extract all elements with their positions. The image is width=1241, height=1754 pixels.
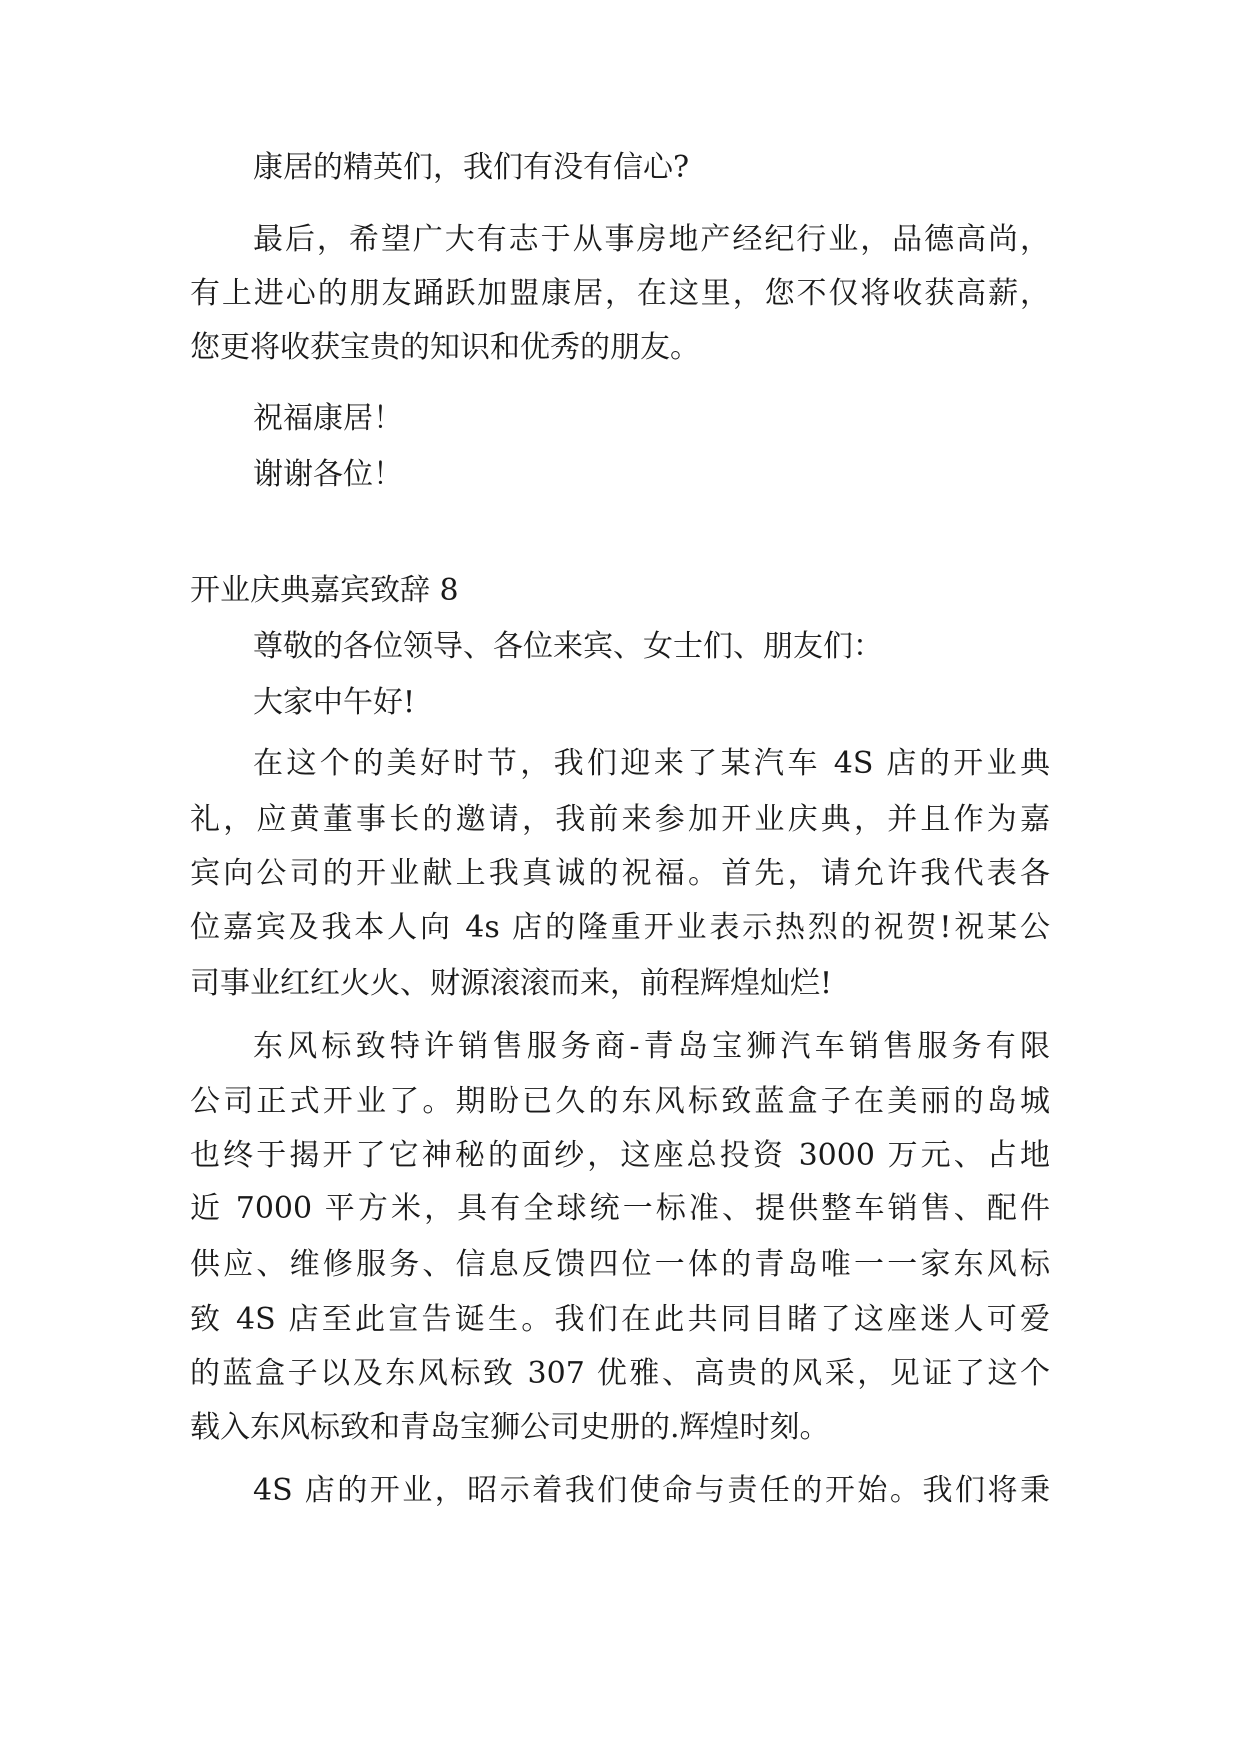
paragraph-line: 尊敬的各位领导、各位来宾、女士们、朋友们： [253, 629, 883, 664]
paragraph-line: 近 7000 平方米，具有全球统一标准、提供整车销售、配件 [190, 1191, 1050, 1226]
paragraph-line: 最后，希望广大有志于从事房地产经纪行业，品德高尚， [253, 222, 1050, 257]
paragraph-line: 在这个的美好时节，我们迎来了某汽车 4S 店的开业典 [253, 746, 1050, 781]
paragraph-line: 东风标致特许销售服务商-青岛宝狮汽车销售服务有限 [253, 1029, 1050, 1064]
paragraph-line: 宾向公司的开业献上我真诚的祝福。首先，请允许我代表各 [190, 856, 1050, 891]
paragraph-line: 康居的精英们，我们有没有信心? [253, 150, 690, 185]
paragraph-line: 司事业红红火火、财源滚滚而来，前程辉煌灿烂! [190, 966, 833, 1001]
paragraph-line: 您更将收获宝贵的知识和优秀的朋友。 [190, 330, 700, 365]
paragraph-line: 载入东风标致和青岛宝狮公司史册的.辉煌时刻。 [190, 1410, 830, 1445]
paragraph-line: 祝福康居！ [253, 401, 403, 436]
section-title: 开业庆典嘉宾致辞 8 [190, 573, 459, 608]
paragraph-line: 4S 店的开业，昭示着我们使命与责任的开始。我们将秉 [253, 1473, 1050, 1508]
paragraph-line: 大家中午好! [253, 685, 416, 720]
paragraph-line: 谢谢各位！ [253, 457, 403, 492]
paragraph-line: 也终于揭开了它神秘的面纱，这座总投资 3000 万元、占地 [190, 1138, 1050, 1173]
paragraph-line: 公司正式开业了。期盼已久的东风标致蓝盒子在美丽的岛城 [190, 1084, 1050, 1119]
paragraph-line: 位嘉宾及我本人向 4s 店的隆重开业表示热烈的祝贺!祝某公 [190, 910, 1050, 945]
paragraph-line: 礼，应黄董事长的邀请，我前来参加开业庆典，并且作为嘉 [190, 802, 1050, 837]
paragraph-line: 的蓝盒子以及东风标致 307 优雅、高贵的风采，见证了这个 [190, 1356, 1050, 1391]
paragraph-line: 致 4S 店至此宣告诞生。我们在此共同目睹了这座迷人可爱 [190, 1302, 1050, 1337]
paragraph-line: 供应、维修服务、信息反馈四位一体的青岛唯一一家东风标 [190, 1247, 1050, 1282]
paragraph-line: 有上进心的朋友踊跃加盟康居，在这里，您不仅将收获高薪， [190, 276, 1050, 311]
